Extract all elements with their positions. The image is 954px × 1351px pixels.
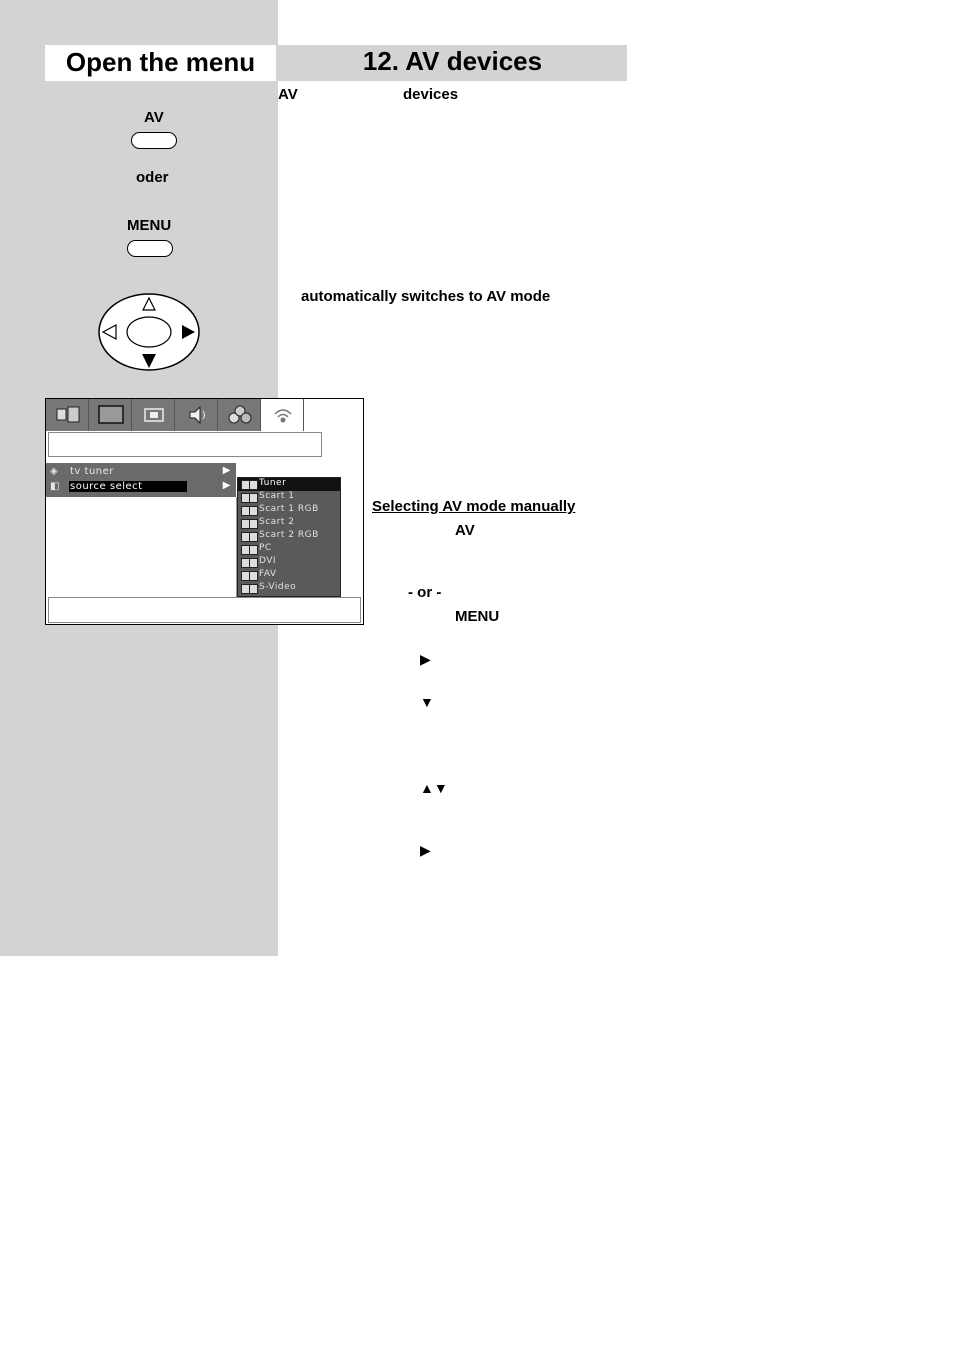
source-icon [241,492,257,502]
section-title-left: Open the menu [45,45,276,81]
osd-tab-picture-icon [46,399,89,431]
manual-heading: Selecting AV mode manually [372,498,576,515]
section-title-right: 12. AV devices [278,45,627,81]
source-icon [241,557,257,567]
manual-av-key: AV [455,522,475,539]
av-key-label: AV [144,109,164,126]
osd-menu-item-source-select: ◧ source select ▶ [50,480,231,492]
submenu-arrow-icon: ▶ [222,480,231,491]
source-select-icon: ◧ [50,481,60,492]
osd-source-item: Scart 2 [238,517,340,530]
av-key-icon [131,132,177,149]
source-icon [241,531,257,541]
navigation-pad-icon [97,292,203,372]
source-icon [241,570,257,580]
source-icon [241,583,257,593]
or-label: oder [136,169,169,186]
source-icon [241,479,257,489]
osd-source-item: Scart 1 RGB [238,504,340,517]
arrow-down-icon: ▼ [420,694,434,710]
osd-tab-format-icon [132,399,175,431]
osd-source-item: Tuner [238,478,340,491]
osd-menu-item-tv-tuner: ◈ tv tuner ▶ [50,465,231,477]
osd-source-item: FAV [238,569,340,582]
auto-switch-text: automatically switches to AV mode [301,288,551,305]
osd-tab-sound-icon [175,399,218,431]
arrow-up-down-icon: ▲▼ [420,780,448,796]
osd-tab-features-icon [218,399,261,431]
osd-source-item: Scart 1 [238,491,340,504]
submenu-arrow-icon: ▶ [222,465,231,476]
tv-tuner-icon: ◈ [50,466,59,477]
menu-key-icon [127,240,173,257]
arrow-right-icon-2: ▶ [420,842,431,858]
osd-source-item: S-Video [238,582,340,595]
osd-menu-screenshot [45,398,364,625]
intro-devices-word: devices [403,86,459,103]
osd-menu-list [46,463,236,497]
osd-tab-source-icon [261,399,304,431]
osd-tab-screen-icon [89,399,132,431]
osd-source-item: Scart 2 RGB [238,530,340,543]
arrow-right-icon: ▶ [420,651,431,667]
manual-or-text: - or - [408,584,442,601]
osd-footer-bar [48,597,361,623]
osd-source-item: DVI [238,556,340,569]
osd-source-item: PC [238,543,340,556]
menu-key-label: MENU [127,217,172,234]
osd-source-submenu [237,477,341,597]
source-icon [241,505,257,515]
osd-info-bar [48,432,322,457]
osd-tab-bar [46,399,304,431]
manual-menu-key: MENU [455,608,500,625]
source-icon [241,544,257,554]
source-icon [241,518,257,528]
intro-av-word: AV [278,86,298,103]
